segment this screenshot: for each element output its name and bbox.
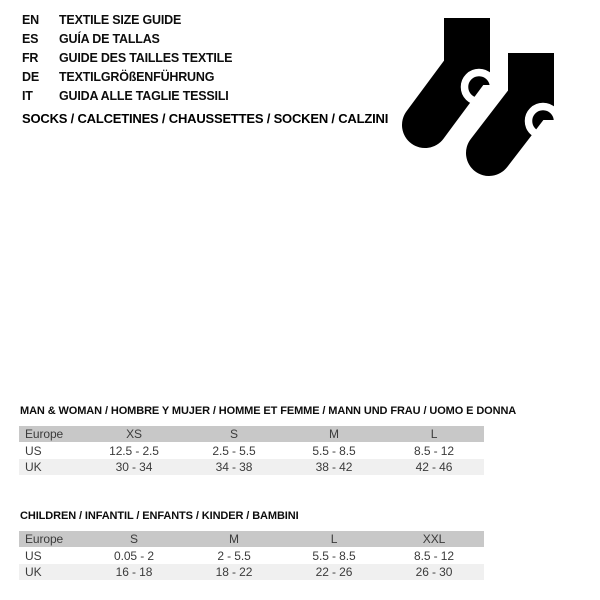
region-cell: UK [25, 460, 42, 474]
children-section-title: CHILDREN / INFANTIL / ENFANTS / KINDER / BAMBINI [20, 510, 299, 522]
table-row [19, 548, 484, 565]
table-row [19, 564, 484, 580]
size-cell: 0.05 - 2 [114, 549, 154, 563]
size-cell: 34 - 38 [215, 460, 253, 474]
language-row [22, 87, 232, 106]
size-cell: 12.5 - 2.5 [109, 444, 159, 458]
language-code: IT [22, 89, 33, 103]
column-header: S [184, 426, 284, 443]
size-cell: 8.5 - 12 [414, 444, 454, 458]
region-cell: US [25, 549, 42, 563]
column-header: L [284, 531, 384, 548]
language-label: TEXTILGRÖßENFÜHRUNG [59, 70, 215, 84]
language-code: EN [22, 13, 39, 27]
size-cell: 38 - 42 [315, 460, 353, 474]
column-header: M [184, 531, 284, 548]
column-header: L [384, 426, 484, 443]
column-header: S [84, 531, 184, 548]
children-size-table [19, 531, 484, 580]
children-size-section [19, 510, 484, 580]
size-cell: 8.5 - 12 [414, 549, 454, 563]
language-code: FR [22, 51, 39, 65]
region-cell: UK [25, 565, 42, 579]
socks-icon [400, 5, 590, 195]
language-label: TEXTILE SIZE GUIDE [59, 13, 182, 27]
size-cell: 22 - 26 [315, 565, 353, 579]
column-header: XS [84, 426, 184, 443]
sock-back-shape [425, 18, 494, 125]
language-row [22, 68, 232, 87]
column-header: Europe [19, 426, 84, 443]
size-cell: 2 - 5.5 [217, 549, 251, 563]
region-cell: US [25, 444, 42, 458]
language-label: GUIDE DES TAILLES TEXTILE [59, 51, 233, 65]
language-label: GUIDA ALLE TAGLIE TESSILI [59, 89, 229, 103]
language-code: ES [22, 32, 39, 46]
category-line: SOCKS / CALCETINES / CHAUSSETTES / SOCKEN / CALZINI [22, 111, 389, 126]
table-row [19, 459, 484, 475]
language-code: DE [22, 70, 39, 84]
size-cell: 2.5 - 5.5 [212, 444, 256, 458]
size-cell: 5.5 - 8.5 [312, 444, 356, 458]
size-cell: 26 - 30 [415, 565, 453, 579]
column-header: XXL [384, 531, 484, 548]
column-header: Europe [19, 531, 84, 548]
adults-section-title: MAN & WOMAN / HOMBRE Y MUJER / HOMME ET FEMME / MANN UND FRAU / UOMO E DONNA [20, 405, 517, 417]
table-header-row [19, 426, 484, 443]
size-cell: 18 - 22 [215, 565, 253, 579]
size-cell: 30 - 34 [115, 460, 153, 474]
size-cell: 16 - 18 [115, 565, 153, 579]
language-list [22, 11, 232, 106]
sock-front-shape [489, 53, 558, 153]
table-header-row [19, 531, 484, 548]
table-row [19, 443, 484, 460]
language-label: GUÍA DE TALLAS [59, 32, 160, 46]
language-row [22, 30, 232, 49]
language-row [22, 49, 232, 68]
adults-size-section [19, 405, 517, 475]
size-cell: 42 - 46 [415, 460, 453, 474]
size-cell: 5.5 - 8.5 [312, 549, 356, 563]
language-row [22, 11, 232, 30]
adults-size-table [19, 426, 484, 475]
column-header: M [284, 426, 384, 443]
